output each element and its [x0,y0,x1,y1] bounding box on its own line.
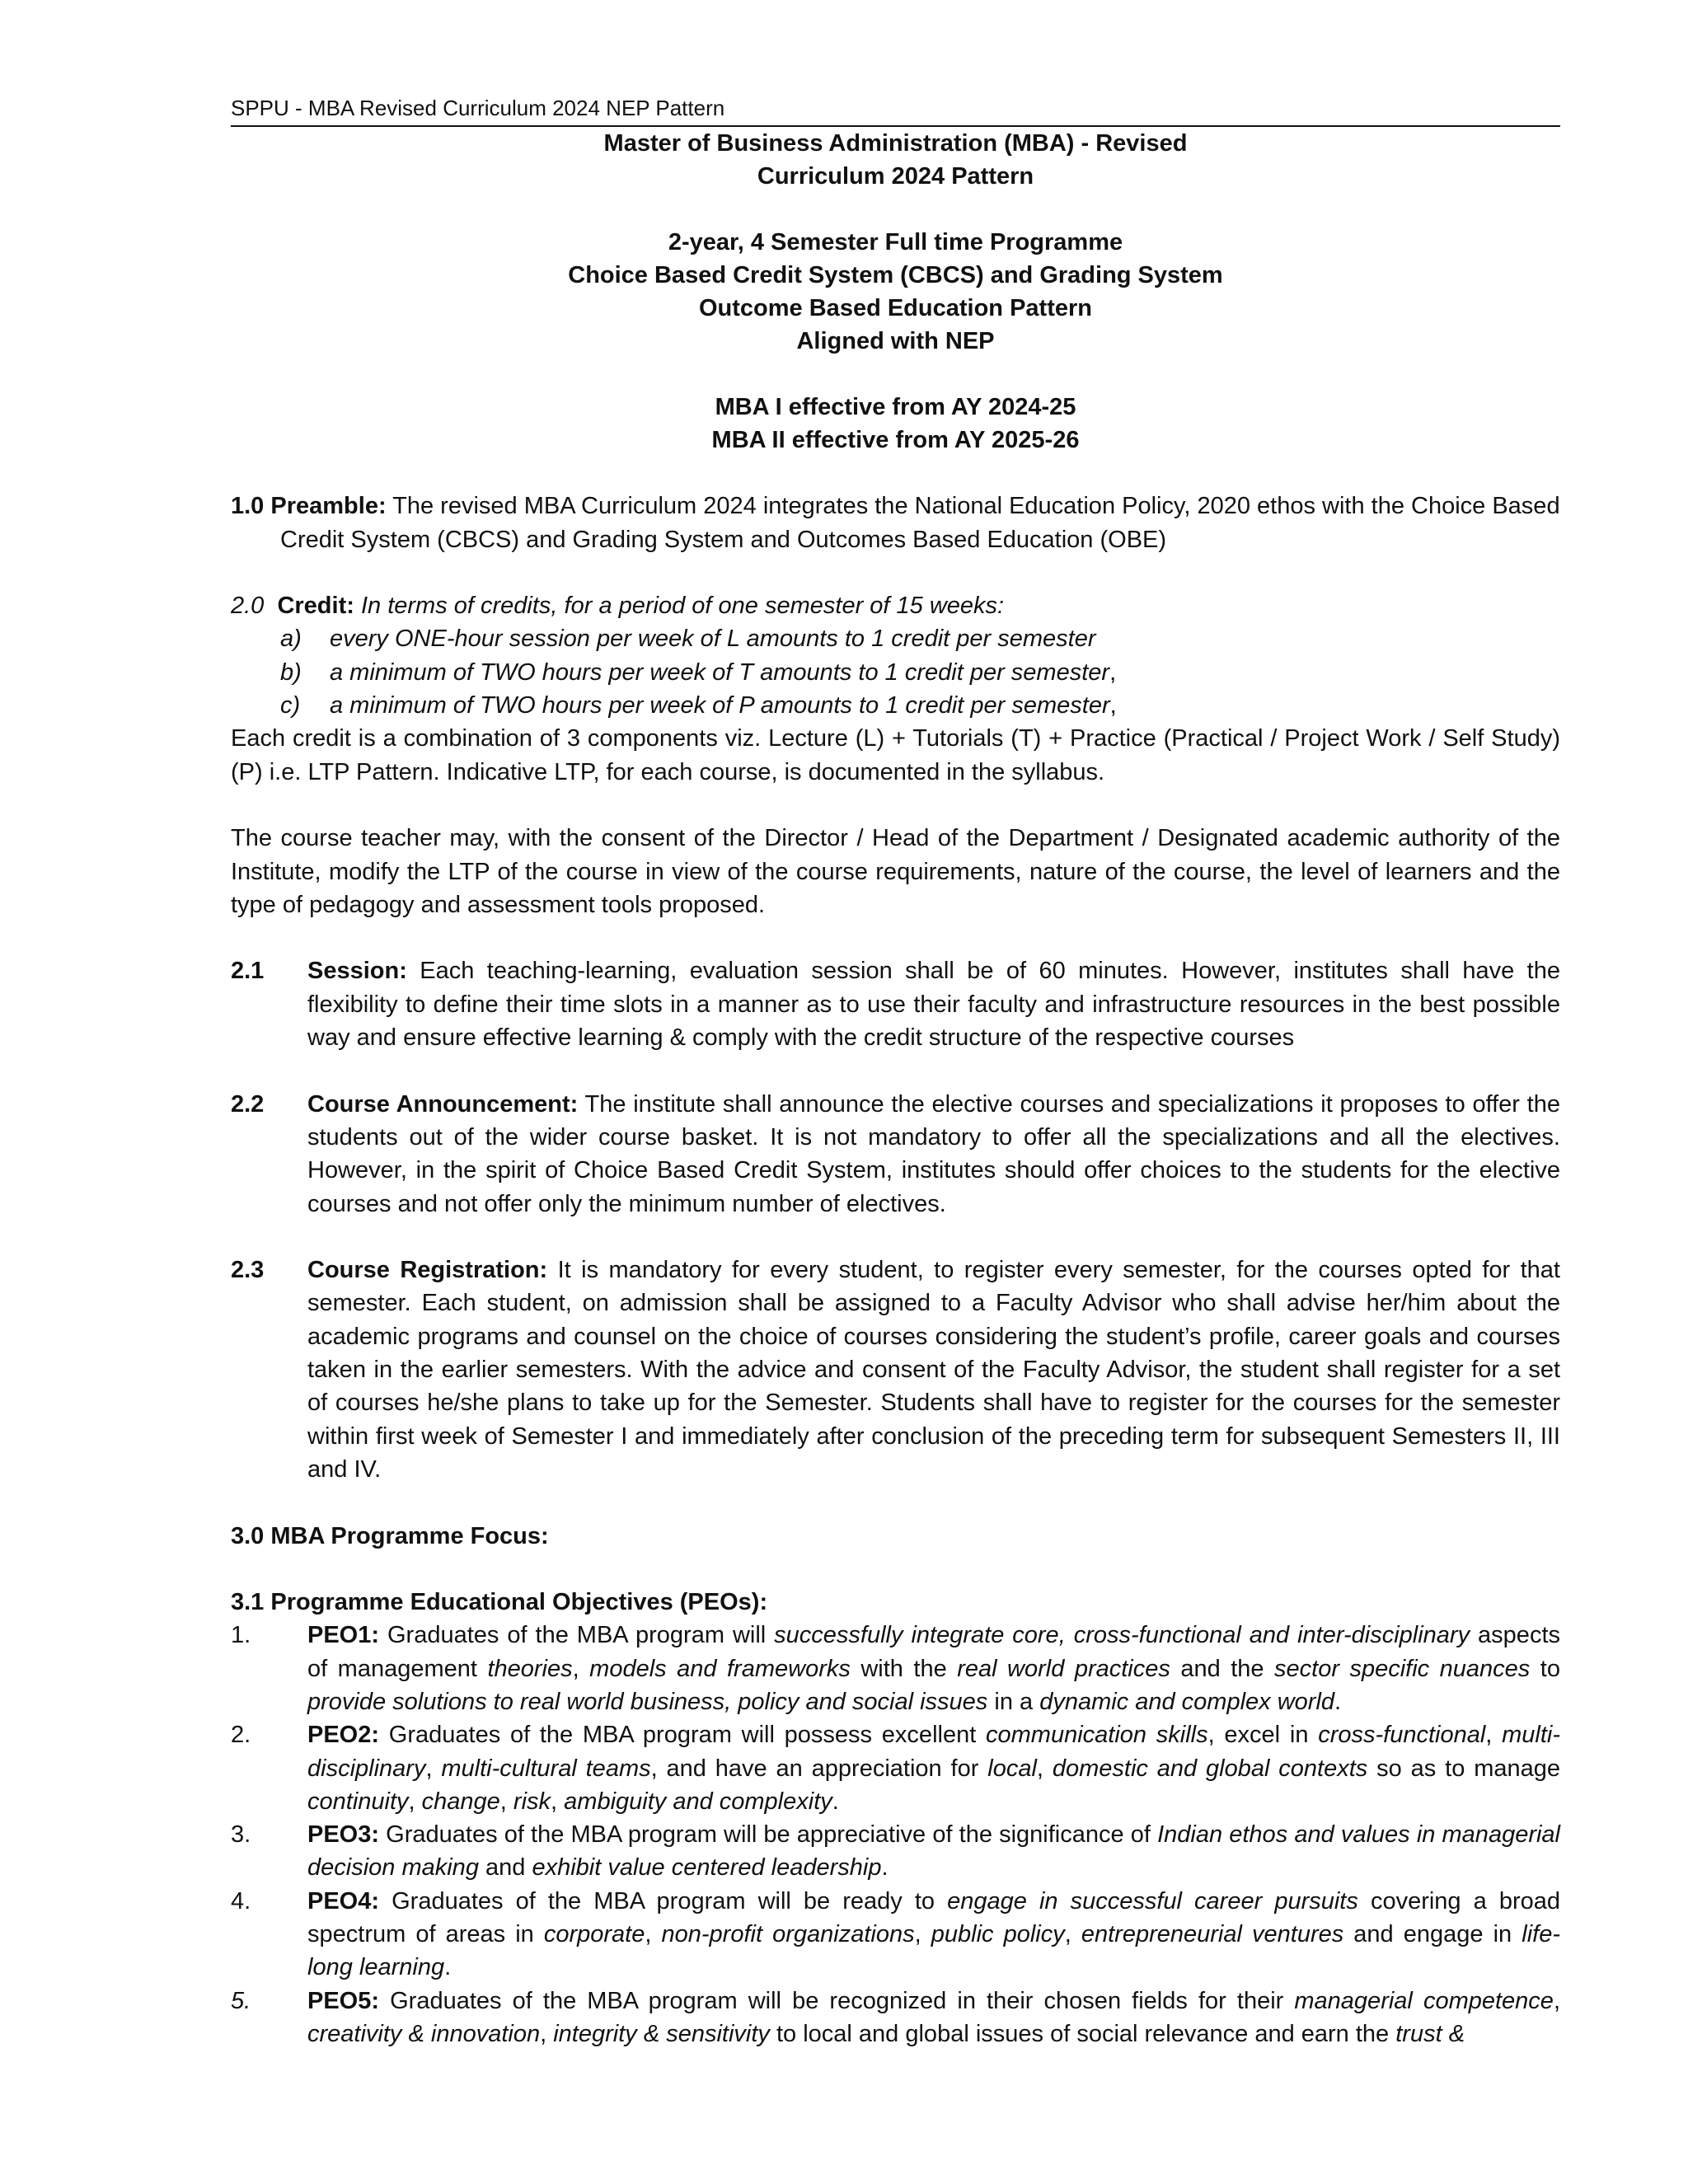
preamble-text: The revised MBA Curriculum 2024 integrates the National Education Policy, 2020 ethos with the Choice Based Credit System (CBCS) and Grading System and Outcomes Based Education (OBE) [280,493,1560,553]
credit-item-text [330,622,1560,655]
peo-emphasis: Indian ethos and values in managerial decision making [307,1821,1560,1882]
credit-heading [231,589,1560,622]
section-body [307,1088,1560,1221]
peo-text: , [551,1788,565,1815]
section-list [231,921,1560,1486]
peo-number: 4. [231,1887,251,1915]
peo-text: , [540,2020,554,2047]
peo-body [307,1718,1560,1818]
peo-emphasis: corporate [543,1921,645,1948]
peo-item [231,1885,1560,1985]
peo-text: Graduates of the MBA program will possess excellent [388,1722,987,1749]
peo-text: Graduates of the MBA program will be appreciative of the significance of [386,1821,1158,1849]
title-line: Curriculum 2024 Pattern [757,163,1034,190]
focus-heading-text: 3.0 MBA Programme Focus: [231,1522,549,1549]
preamble-paragraph [231,490,1560,556]
credit-item-text [330,689,1560,722]
peo-emphasis: dynamic and complex world [1039,1688,1335,1715]
credit-item [231,622,1560,655]
peo-item [231,1718,1560,1818]
peo-emphasis: local [987,1755,1037,1782]
peo-emphasis: trust & [1395,2020,1465,2047]
peo-text: , [645,1921,662,1948]
title-line: Master of Business Administration (MBA) - Revised [603,130,1188,157]
peo-text: , [408,1788,422,1815]
focus-heading [231,1520,1560,1553]
peo-number: 2. [231,1722,251,1749]
peo-number: 3. [231,1821,251,1849]
section-body [307,1254,1560,1486]
peo-item [231,1985,1560,2051]
peo-text: , [425,1755,442,1782]
credit-item [231,689,1560,722]
peo-text: , [1036,1755,1053,1782]
credit-item-body: a minimum of TWO hours per week of T amounts to 1 credit per semester [330,658,1110,686]
peo-emphasis: continuity [307,1788,409,1815]
peo-emphasis: ambiguity and complexity [564,1788,832,1815]
section-number: 2.1 [231,958,265,985]
peo-emphasis: domestic and global contexts [1052,1755,1368,1782]
peo-body [307,1985,1560,2051]
peo-emphasis: provide solutions to real world business, policy and social issues [307,1688,988,1715]
peo-emphasis: multi-disciplinary [307,1722,1560,1782]
peo-emphasis: public policy [931,1921,1065,1948]
credit-label: Credit: [277,593,354,620]
peo-text: . [1334,1688,1342,1715]
section-body [307,954,1560,1054]
peo-text: with the [850,1655,958,1682]
peo-number: 1. [231,1622,251,1649]
peo-emphasis: integrity & sensitivity [553,2020,770,2047]
peo-text: and engage in [1343,1921,1522,1948]
peo-label: PEO2: [307,1722,380,1749]
peo-emphasis: multi-cultural teams [441,1755,651,1782]
subtitle-line: Aligned with NEP [796,328,995,354]
peo-label: PEO3: [307,1821,380,1849]
title-block [231,127,1560,457]
peo-heading [231,1586,1560,1619]
peo-text: in a [987,1688,1040,1715]
peo-text: aspects of management [307,1622,1560,1682]
peo-item [231,1619,1560,1718]
peo-emphasis: entrepreneurial ventures [1081,1921,1344,1948]
peo-emphasis: change [421,1788,500,1815]
peo-body [307,1885,1560,1985]
peo-text: . [444,1954,452,1981]
section-number: 2.3 [231,1257,265,1284]
peo-emphasis: engage in successful career pursuits [947,1887,1358,1915]
peo-item [231,1818,1560,1885]
peo-text: Graduates of the MBA program will [387,1622,775,1649]
peo-text: , excel in [1207,1722,1319,1749]
effective-line: MBA I effective from AY 2024-25 [715,394,1076,420]
running-header: SPPU - MBA Revised Curriculum 2024 NEP Pattern [231,92,1560,127]
section-paragraph [231,954,1560,1054]
peo-list [231,1619,1560,2050]
peo-emphasis: theories [487,1655,573,1682]
peo-text: , [1553,1987,1560,2014]
peo-label: PEO4: [307,1887,380,1915]
peo-text: . [881,1854,889,1882]
peo-emphasis: creativity & innovation [307,2020,541,2047]
peo-text: covering a broad spectrum of areas in [307,1887,1560,1948]
peo-emphasis: communication skills [986,1722,1208,1749]
peo-emphasis: models and frameworks [589,1655,851,1682]
peo-text: so as to manage [1367,1755,1560,1782]
section-label: Course Registration: [307,1257,548,1284]
section-label: Session: [307,958,407,985]
peo-text: , [499,1788,513,1815]
peo-emphasis: risk [513,1788,551,1815]
section-text: Each teaching-learning, evaluation session shall be of 60 minutes. However, institutes shall have the flexibility to define their time slots in a manner as to use their faculty and infrastructure resources in the best possible way and ensure effective learning & comply with the credit structure of the respective courses [307,958,1560,1052]
section-text: The institute shall announce the elective courses and specializations it proposes to offer the students out of the wider course basket. It is not mandatory to offer all the specializations and all the electives. However, in the spirit of Choice Based Credit System, institutes should offer choices to the students for the elective courses and not offer only the minimum number of electives. [307,1090,1561,1217]
peo-emphasis: successfully integrate core, cross-functional and inter-disciplinary [774,1622,1470,1649]
peo-emphasis: non-profit organizations [661,1921,915,1948]
credit-item-body: every ONE-hour session per week of L amounts to 1 credit per semester [330,626,1096,653]
credit-num: 2.0 [231,593,265,620]
effective-line: MBA II effective from AY 2025-26 [711,427,1080,453]
peo-text: and the [1170,1655,1275,1682]
credit-item-tail: , [1109,692,1117,719]
peo-text: , [914,1921,931,1948]
peo-text: Graduates of the MBA program will be ready to [392,1887,948,1915]
peo-label: PEO5: [307,1987,380,2014]
peo-body [307,1619,1560,1718]
peo-text: , [572,1655,590,1682]
peo-emphasis: life- long learning [307,1921,1560,1981]
peo-text: , [1064,1921,1081,1948]
peo-text: Graduates of the MBA program will be recognized in their chosen fields for their [390,1987,1295,2014]
credit-item-marker: a) [280,626,302,653]
credit-item-marker: b) [280,658,302,686]
credit-item [231,656,1560,689]
credit-components-paragraph: Each credit is a combination of 3 components viz. Lecture (L) + Tutorials (T) + Practice (Practical / Project Work / Self Study) (P) i.e. LTP Pattern. Indicative LTP, for each course, is documented in the syllabus. [231,725,1560,785]
peo-emphasis: sector specific nuances [1274,1655,1531,1682]
section-label: Course Announcement: [307,1090,579,1118]
section-paragraph [231,1254,1560,1486]
peo-text: , [1485,1722,1503,1749]
credit-intro: In terms of credits, for a period of one semester of 15 weeks: [360,593,1005,620]
peo-body [307,1818,1560,1885]
peo-text: to [1530,1655,1560,1682]
peo-emphasis: managerial competence [1294,1987,1554,2014]
ltp-modify-paragraph: The course teacher may, with the consent of the Director / Head of the Department / Designated academic authority of the Institute, modify the LTP of the course in view of the course requirements, nature of the course, the level of learners and the type of pedagogy and assessment tools proposed. [231,825,1560,918]
credit-list [231,622,1560,722]
peo-emphasis: real world practices [957,1655,1170,1682]
section-paragraph [231,1088,1560,1221]
peo-number: 5. [231,1987,251,2014]
document-page [231,92,1560,2050]
credit-item-tail: , [1109,658,1117,686]
credit-item-body: a minimum of TWO hours per week of P amounts to 1 credit per semester [330,692,1110,719]
peo-text: . [832,1788,839,1815]
section-text: It is mandatory for every student, to register every semester, for the courses opted for that semester. Each student, on admission shall be assigned to a Faculty Advisor who shall advise her/him about the academic programs and counsel on the choice of courses considering the student’s profile, career goals and courses taken in the earlier semesters. With the advice and consent of the Faculty Advisor, the student shall register for a set of courses he/she plans to take up for the Semester. Students shall have to register for the courses for the semester within first week of Semester I and immediately after conclusion of the preceding term for subsequent Semesters II, III and IV. [307,1257,1560,1483]
peo-heading-text: 3.1 Programme Educational Objectives (PEOs): [231,1589,768,1616]
peo-text: and [478,1854,532,1882]
peo-text: to local and global issues of social relevance and earn the [769,2020,1396,2047]
preamble-label: 1.0 Preamble: [231,493,387,520]
peo-text: , and have an appreciation for [650,1755,988,1782]
subtitle-line: 2-year, 4 Semester Full time Programme [668,229,1123,255]
subtitle-line: Choice Based Credit System (CBCS) and Grading System [568,262,1223,288]
peo-label: PEO1: [307,1622,380,1649]
subtitle-line: Outcome Based Education Pattern [699,295,1092,321]
peo-emphasis: cross-functional [1318,1722,1486,1749]
peo-emphasis: exhibit value centered leadership [532,1854,882,1882]
section-number: 2.2 [231,1090,265,1118]
credit-item-marker: c) [280,692,301,719]
credit-item-text [330,656,1560,689]
